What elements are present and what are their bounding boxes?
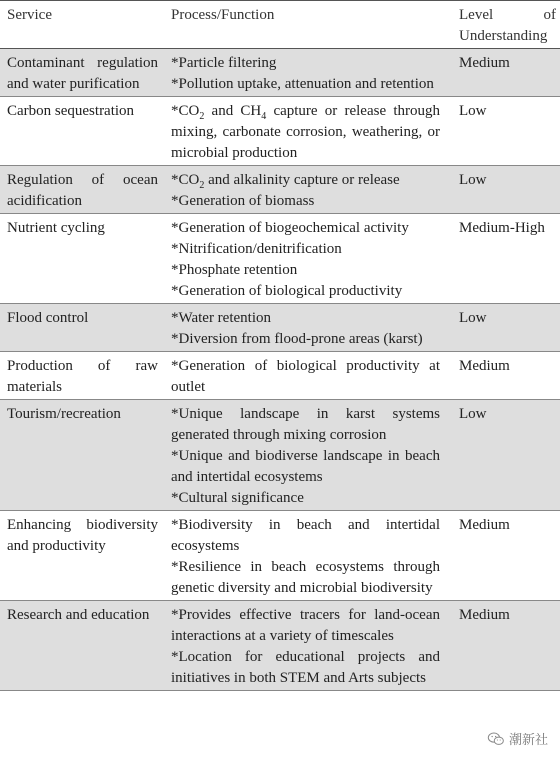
table-row xyxy=(0,400,560,511)
process-item: *Pollution uptake, attenuation and retention xyxy=(171,76,434,92)
level-cell: Medium xyxy=(459,358,510,374)
level-cell: Low xyxy=(459,310,487,326)
table-body xyxy=(0,49,560,691)
process-item: *Nitrification/denitrification xyxy=(171,241,342,257)
process-item: *Particle filtering xyxy=(171,55,277,71)
service-cell: Contaminant regulation and water purification xyxy=(7,55,158,92)
wechat-icon xyxy=(487,732,505,746)
header-process: Process/Function xyxy=(171,7,275,23)
service-cell: Nutrient cycling xyxy=(7,220,105,236)
service-cell: Regulation of ocean acidification xyxy=(7,172,158,209)
service-cell: Carbon sequestration xyxy=(7,103,135,119)
process-cell xyxy=(168,304,446,352)
level-cell: Low xyxy=(459,103,487,119)
process-item: $*CO_2$ and alkalinity capture or release xyxy=(171,172,400,191)
table-header-row xyxy=(0,1,560,49)
level-cell: Medium xyxy=(459,55,510,71)
process-item: $*CO_2$ and $CH_4$ capture or release through mixing, carbonate corrosion, weathering, or microbial production xyxy=(171,103,440,161)
process-cell xyxy=(168,511,446,601)
process-cell xyxy=(168,400,446,511)
process-item: *Diversion from flood-prone areas (karst) xyxy=(171,331,423,347)
process-item: *Phosphate retention xyxy=(171,262,298,278)
process-item: *Generation of biological productivity xyxy=(171,283,403,299)
service-cell: Research and education xyxy=(7,607,150,623)
service-cell: Enhancing biodiversity and productivity xyxy=(7,517,158,554)
process-item: *Generation of biogeochemical activity xyxy=(171,220,409,236)
table-row xyxy=(0,304,560,352)
process-item: *Cultural significance xyxy=(171,490,304,506)
process-item: *Resilience in beach ecosystems through genetic diversity and microbial biodiversity xyxy=(171,559,440,596)
table-row xyxy=(0,49,560,97)
table-row xyxy=(0,601,560,691)
process-item: *Unique and biodiverse landscape in beach and intertidal ecosystems xyxy=(171,448,440,485)
level-cell: Medium-High xyxy=(459,220,545,236)
header-service: Service xyxy=(7,7,52,23)
process-item: *Provides effective tracers for land-ocean interactions at a variety of timescales xyxy=(171,607,440,644)
table-row xyxy=(0,352,560,400)
process-item: *Unique landscape in karst systems generated through mixing corrosion xyxy=(171,406,440,443)
table-row xyxy=(0,166,560,214)
table-row xyxy=(0,214,560,304)
process-item: *Biodiversity in beach and intertidal ecosystems xyxy=(171,517,440,554)
service-cell: Flood control xyxy=(7,310,89,326)
process-cell xyxy=(168,601,446,691)
level-cell: Low xyxy=(459,406,487,422)
process-item: *Generation of biomass xyxy=(171,193,315,209)
service-cell: Production of raw materials xyxy=(7,358,158,395)
process-item: *Location for educational projects and initiatives in both STEM and Arts subjects xyxy=(171,649,440,686)
process-cell xyxy=(168,166,446,214)
level-cell: Medium xyxy=(459,517,510,533)
process-cell xyxy=(168,214,446,304)
process-cell xyxy=(168,49,446,97)
process-item: *Water retention xyxy=(171,310,271,326)
service-cell: Tourism/recreation xyxy=(7,406,121,422)
watermark-text: 潮新社 xyxy=(508,733,548,748)
level-cell: Low xyxy=(459,172,487,188)
table-row xyxy=(0,97,560,166)
level-cell: Medium xyxy=(459,607,510,623)
process-cell xyxy=(168,97,446,166)
table-row xyxy=(0,511,560,601)
watermark xyxy=(487,729,548,748)
header-level: Level of Understanding xyxy=(459,7,556,44)
process-cell xyxy=(168,352,446,400)
process-item: *Generation of biological productivity at outlet xyxy=(171,358,440,395)
